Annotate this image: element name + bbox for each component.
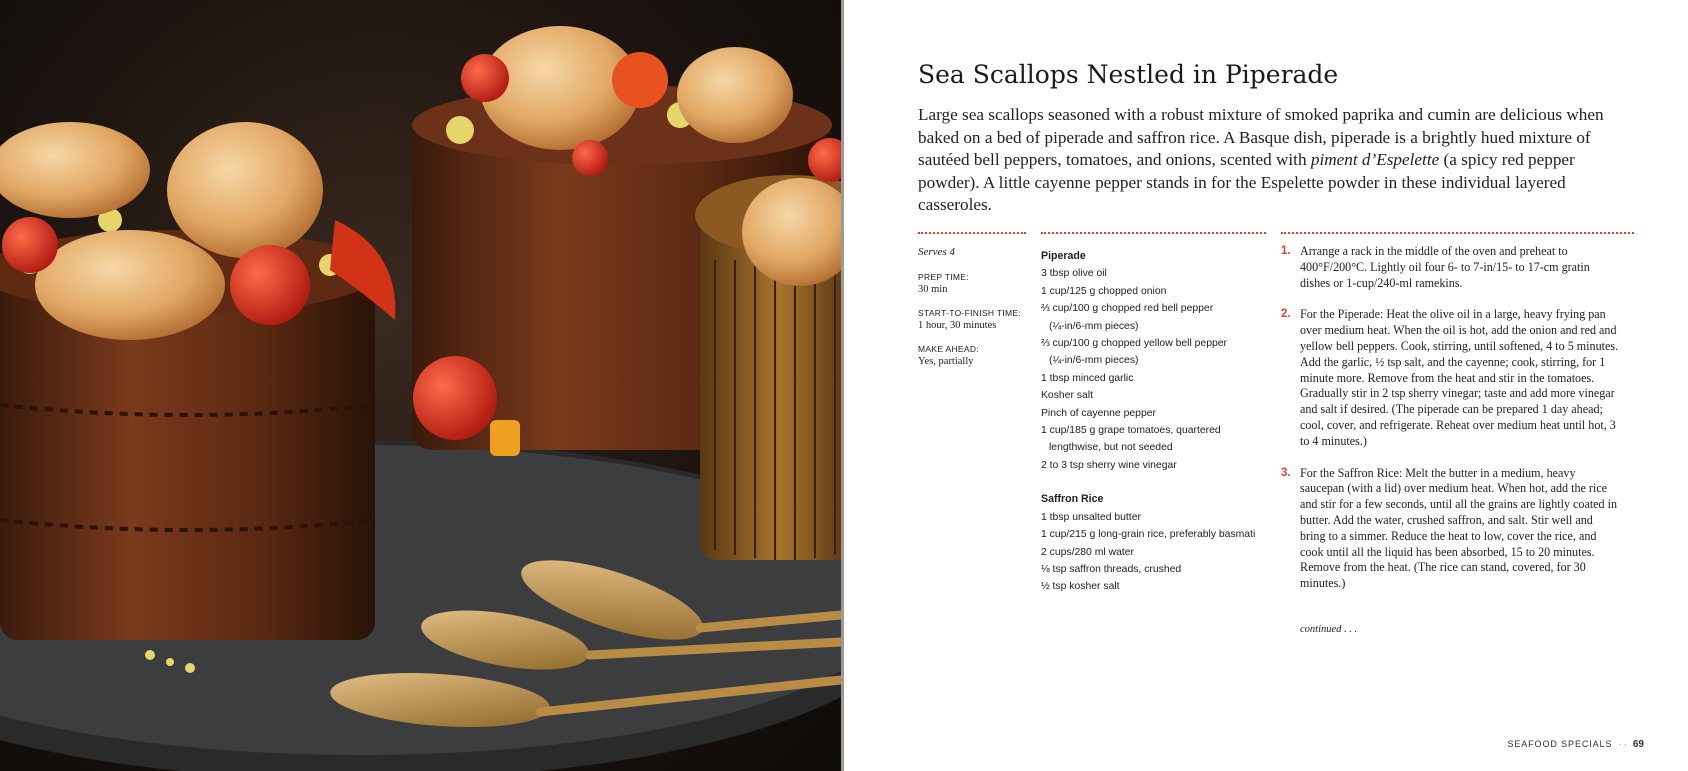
prep-time-label: PREP TIME: [918,272,969,282]
recipe-photo [0,0,841,771]
ingredient-spacer [1041,474,1276,491]
intro-text-1: Large sea scallops seasoned with a robust mixture of smoked paprika and cumin are delicious when baked on a bed of piperade and saffron rice. A Basque dish, piperade is a brightly hued mixture of sautéed bell peppers, tomatoes, and onions, scented with [918,105,1604,170]
method-steps [1281,244,1621,608]
scallops-illustration [0,0,841,771]
make-ahead-label: MAKE AHEAD: [918,344,979,354]
ingredients-divider [1041,232,1266,234]
meta-divider [918,232,1026,234]
make-ahead-value: Yes, partially [918,356,974,367]
ingredient-line: ⅛ tsp saffron threads, crushed [1041,563,1182,575]
ingredients-list [1041,248,1276,596]
recipe-title: Sea Scallops Nestled in Piperade [918,60,1339,89]
step-text: For the Piperade: Heat the olive oil in a large, heavy frying pan over medium heat. When the oil is hot, add the onion and red and yellow bell peppers. Cook, stirring, until softened, 4 to 5 minutes. Add the garlic, ½ tsp salt, and the cayenne; cook, stirring, for 1 minute more. Remove from the heat and stir in the tomatoes. Gradually stir in 2 tsp sherry vinegar; taste and add more vinegar and salt if desired. (The piperade can be prepared 1 day ahead; cool, cover, and refrigerate. Reheat over medium heat until hot, 3 to 4 minutes.) [1300,307,1619,448]
intro-italic: piment d’Espelette [1310,150,1440,170]
ingredient-line: Kosher salt [1041,390,1093,402]
ingredient-line: 2 cups/280 ml water [1041,546,1134,558]
step-number: 3. [1281,466,1291,479]
prep-time-value: 30 min [918,284,948,295]
step-3 [1281,466,1621,592]
recipe-intro [918,104,1618,217]
ingredient-line: 3 tbsp olive oil [1041,268,1107,280]
recipe-meta [918,246,1026,380]
intro-text-2: (a spicy red pepper powder). A little cayenne pepper stands in for the Espelette powder in these individual layered casseroles. [918,150,1575,215]
step-1 [1281,244,1621,291]
recipe-page [844,0,1688,771]
page-number: 69 [1632,739,1644,750]
ingredient-line: (¼-in/6-mm pieces) [1049,355,1139,367]
ingredient-line: 1 cup/215 g long-grain rice, preferably basmati [1041,529,1256,541]
ingredient-line: (¼-in/6-mm pieces) [1049,320,1139,332]
ingredient-line: ⅔ cup/100 g chopped red bell pepper [1041,303,1214,315]
ingredient-line: lengthwise, but not seeded [1049,442,1173,454]
section-name: SEAFOOD SPECIALS [1507,739,1613,749]
ingredient-line: 1 cup/185 g grape tomatoes, quartered [1041,425,1221,437]
ingredient-line: ½ tsp kosher salt [1041,581,1120,593]
finish-time-label: START-TO-FINISH TIME: [918,308,1021,318]
step-text: For the Saffron Rice: Melt the butter in a medium, heavy saucepan (with a lid) over medium heat. When hot, add the rice and stir for a few seconds, until all the grains are lightly coated in butter. Add the water, crushed saffron, and salt. Stir well and bring to a simmer. Reduce the heat to low, cover the rice, and cook until all the liquid has been absorbed, 15 to 20 minutes. Remove from the heat. (The rice can stand, covered, for 30 minutes.) [1300,465,1618,591]
step-number: 1. [1281,245,1291,257]
ingredient-line: 2 to 3 tsp sherry wine vinegar [1041,459,1177,471]
finish-time-value: 1 hour, 30 minutes [918,320,997,331]
continued-note: continued . . . [1300,624,1358,635]
steps-divider [1281,232,1634,234]
step-text: Arrange a rack in the middle of the oven and preheat to 400°F/200°C. Lightly oil four 6- to 7-in/15- to 17-cm gratin dishes or 1-cup/240-ml ramekins. [1300,244,1590,290]
ingredient-line: 1 tbsp minced garlic [1041,372,1134,384]
step-number: 2. [1281,308,1291,321]
ingredient-line: Pinch of cayenne pepper [1041,407,1156,419]
piperade-heading: Piperade [1041,250,1086,262]
footer-dots: · · [1618,739,1627,749]
ingredient-line: 1 cup/125 g chopped onion [1041,285,1167,297]
ingredient-line: ⅔ cup/100 g chopped yellow bell pepper [1041,338,1228,350]
ingredient-line: 1 tbsp unsalted butter [1041,511,1141,523]
step-2 [1281,307,1621,449]
serves-text: Serves 4 [918,246,955,258]
saffron-rice-heading: Saffron Rice [1041,493,1104,506]
page-footer [1507,734,1644,752]
